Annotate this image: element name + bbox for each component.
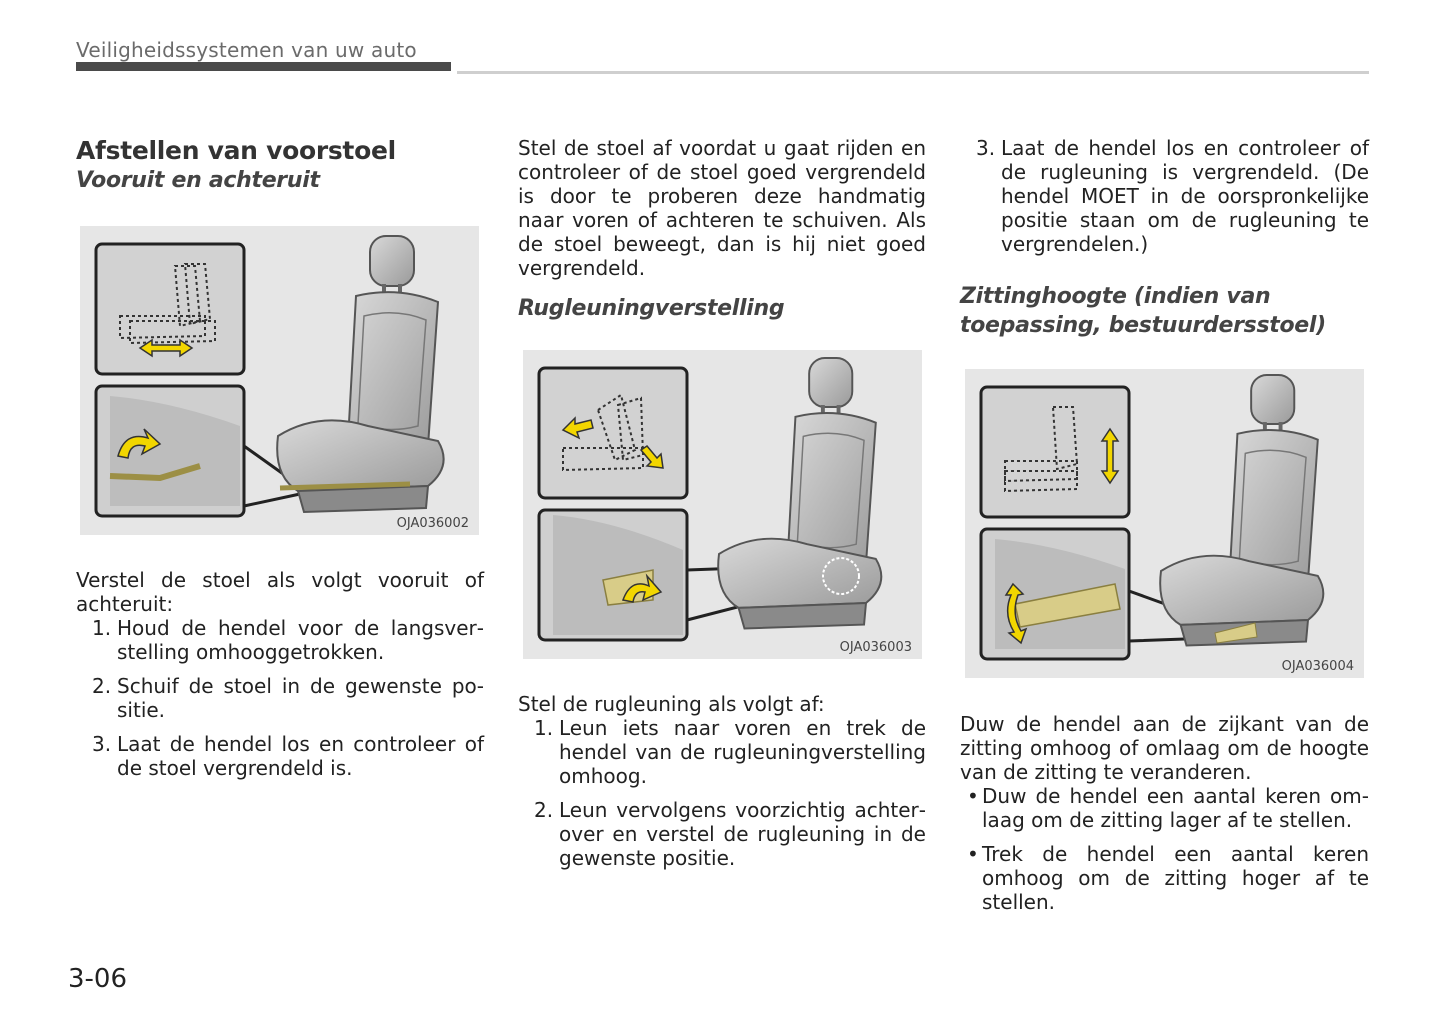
col3-top — [960, 136, 1369, 340]
paragraph: Stel de rugleuning als volgt af: — [518, 692, 825, 716]
list-item: 1. Leun iets naar voren en trek de hendel van de rugleuningverstelling omhoog. — [534, 716, 926, 788]
list-item: • Duw de hendel een aantal keren omlaag om de zitting lager af te stellen. — [967, 784, 1369, 832]
numbered-list — [518, 716, 926, 870]
bullet-list — [960, 784, 1369, 914]
col2-body — [518, 692, 926, 870]
figure-code: OJA036002 — [396, 516, 469, 531]
col1-headings — [76, 136, 484, 195]
subsection-title: Rugleuningverstelling — [518, 296, 785, 321]
numbered-list — [76, 616, 484, 780]
header-rule-dark — [76, 62, 451, 71]
list-item: 3. Laat de hendel los en controleer of de rugleuning is vergrendeld. (De hendel MOET in de oorspronkelijke positie staan om de rugleuning te vergrendelen.) — [976, 136, 1369, 256]
col3-body — [960, 712, 1369, 914]
paragraph: Duw de hendel aan de zijkant van de zitting omhoog of omlaag om de hoogte van de zitting te veranderen. — [960, 712, 1369, 784]
list-item: • Trek de hendel een aantal keren omhoog om de zitting hoger af te stellen. — [967, 842, 1369, 914]
section-title: Afstellen van voorstoel — [76, 136, 396, 165]
running-header: Veiligheidssystemen van uw auto — [76, 38, 417, 62]
col2-top — [518, 136, 926, 323]
figure-seat-height — [965, 369, 1364, 678]
col1-body — [76, 568, 484, 780]
list-item: 3. Laat de hendel los en controleer of de stoel vergrendeld is. — [92, 732, 484, 780]
figure-seat-recline — [523, 350, 922, 659]
list-item: 1. Houd de hendel voor de langsverstelling omhooggetrokken. — [92, 616, 484, 664]
paragraph: Verstel de stoel als volgt vooruit of achteruit: — [76, 568, 484, 616]
figure-seat-fore-aft — [80, 226, 479, 535]
subsection-title: Vooruit en achteruit — [76, 168, 320, 193]
header-rule-light — [457, 71, 1369, 74]
list-item: 2. Schuif de stoel in de gewenste positie. — [92, 674, 484, 722]
subsection-title: Zittinghoogte (indien van toepassing, bestuurdersstoel) — [960, 284, 1326, 338]
numbered-list — [960, 136, 1369, 256]
list-item: 2. Leun vervolgens voorzichtig achterover en verstel de rugleuning in de gewenste positie. — [534, 798, 926, 870]
figure-code: OJA036003 — [839, 640, 912, 655]
page-number: 3-06 — [68, 964, 128, 994]
figure-code: OJA036004 — [1281, 659, 1354, 674]
paragraph: Stel de stoel af voordat u gaat rijden en controleer of de stoel goed vergrendeld is door te proberen deze handmatig naar voren of achteren te schuiven. Als de stoel beweegt, dan is hij niet goed vergrendeld. — [518, 136, 926, 280]
